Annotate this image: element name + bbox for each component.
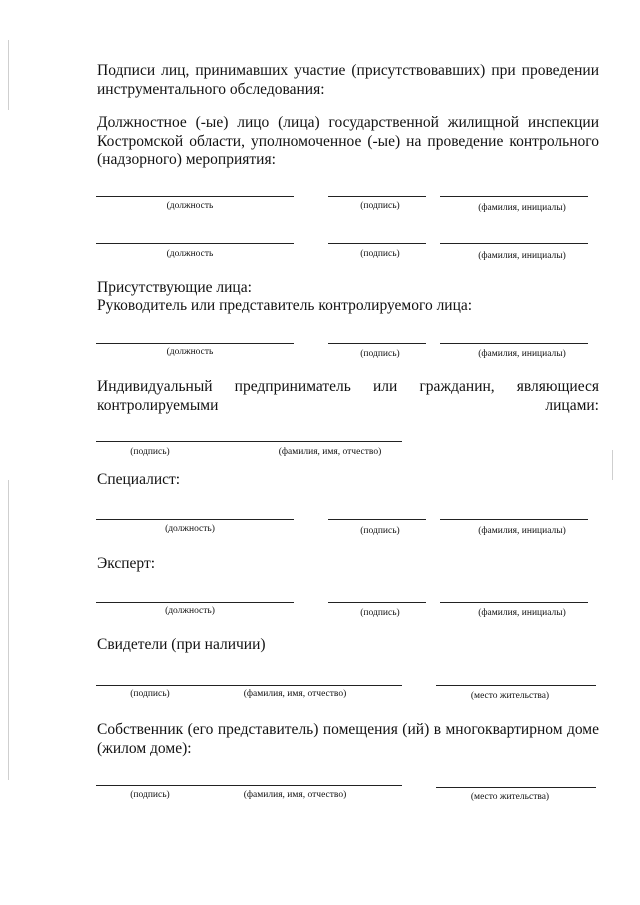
- residence-caption: (место жительства): [470, 691, 550, 701]
- position-line[interactable]: [96, 243, 294, 244]
- scan-margin-mark: [8, 40, 9, 110]
- name-line[interactable]: [440, 196, 588, 197]
- expert-heading: Эксперт:: [97, 555, 156, 572]
- owner-signature-name-line[interactable]: [96, 785, 402, 786]
- position-line[interactable]: [96, 343, 294, 344]
- full-name-caption: (фамилия, имя, отчество): [243, 689, 347, 699]
- owner-paragraph: Собственник (его представитель) помещения (ий) в многоквартирном доме (жилом доме):: [97, 721, 599, 757]
- position-line[interactable]: [96, 602, 294, 603]
- signature-caption: (подпись): [360, 526, 400, 536]
- signature-line[interactable]: [328, 602, 426, 603]
- position-caption: (должность): [165, 524, 215, 534]
- name-line[interactable]: [440, 243, 588, 244]
- residence-line[interactable]: [436, 787, 596, 788]
- signature-caption: (подпись): [360, 608, 400, 618]
- inspector-paragraph: Должностное (-ые) лицо (лица) государственной жилищной инспекции Костромской области, уполномоченное (-ые) на проведение контрольного (надзорного) мероприятия:: [97, 114, 599, 168]
- present-persons-heading: Присутствующие лица:: [97, 279, 252, 296]
- specialist-heading: Специалист:: [97, 471, 181, 488]
- position-line[interactable]: [96, 519, 294, 520]
- residence-line[interactable]: [436, 685, 596, 686]
- signature-caption: (подпись): [130, 447, 170, 457]
- scan-margin-mark: [612, 450, 613, 480]
- entrepreneur-signature-name-line[interactable]: [96, 441, 402, 442]
- entrepreneur-paragraph: Индивидуальный предприниматель или гражданин, являющиеся контролируемыми лицами:: [97, 378, 599, 414]
- full-name-caption: (фамилия, имя, отчество): [278, 447, 382, 457]
- position-line[interactable]: [96, 196, 294, 197]
- position-caption: (должность: [166, 347, 214, 357]
- name-initials-caption: (фамилия, инициалы): [478, 526, 566, 536]
- name-initials-caption: (фамилия, инициалы): [478, 349, 566, 359]
- name-line[interactable]: [440, 519, 588, 520]
- controlled-person-rep-heading: Руководитель или представитель контролируемого лица:: [97, 297, 473, 314]
- name-initials-caption: (фамилия, инициалы): [478, 251, 566, 261]
- position-caption: (должность): [165, 606, 215, 616]
- signature-line[interactable]: [328, 343, 426, 344]
- name-line[interactable]: [440, 602, 588, 603]
- position-caption: (должность: [166, 249, 214, 259]
- signature-caption: (подпись): [130, 689, 170, 699]
- residence-caption: (место жительства): [470, 792, 550, 802]
- witnesses-heading: Свидетели (при наличии): [97, 636, 266, 653]
- signature-caption: (подпись): [360, 349, 400, 359]
- name-line[interactable]: [440, 343, 588, 344]
- signature-line[interactable]: [328, 196, 426, 197]
- position-caption: (должность: [166, 201, 214, 211]
- witness-signature-name-line[interactable]: [96, 685, 402, 686]
- signature-caption: (подпись): [360, 201, 400, 211]
- signature-line[interactable]: [328, 243, 426, 244]
- scan-margin-mark: [8, 480, 9, 780]
- name-initials-caption: (фамилия, инициалы): [478, 608, 566, 618]
- signature-caption: (подпись): [360, 249, 400, 259]
- name-initials-caption: (фамилия, инициалы): [478, 203, 566, 213]
- signature-line[interactable]: [328, 519, 426, 520]
- full-name-caption: (фамилия, имя, отчество): [243, 790, 347, 800]
- intro-paragraph: Подписи лиц, принимавших участие (присутствовавших) при проведении инструментального обследования:: [97, 62, 599, 98]
- signature-caption: (подпись): [130, 790, 170, 800]
